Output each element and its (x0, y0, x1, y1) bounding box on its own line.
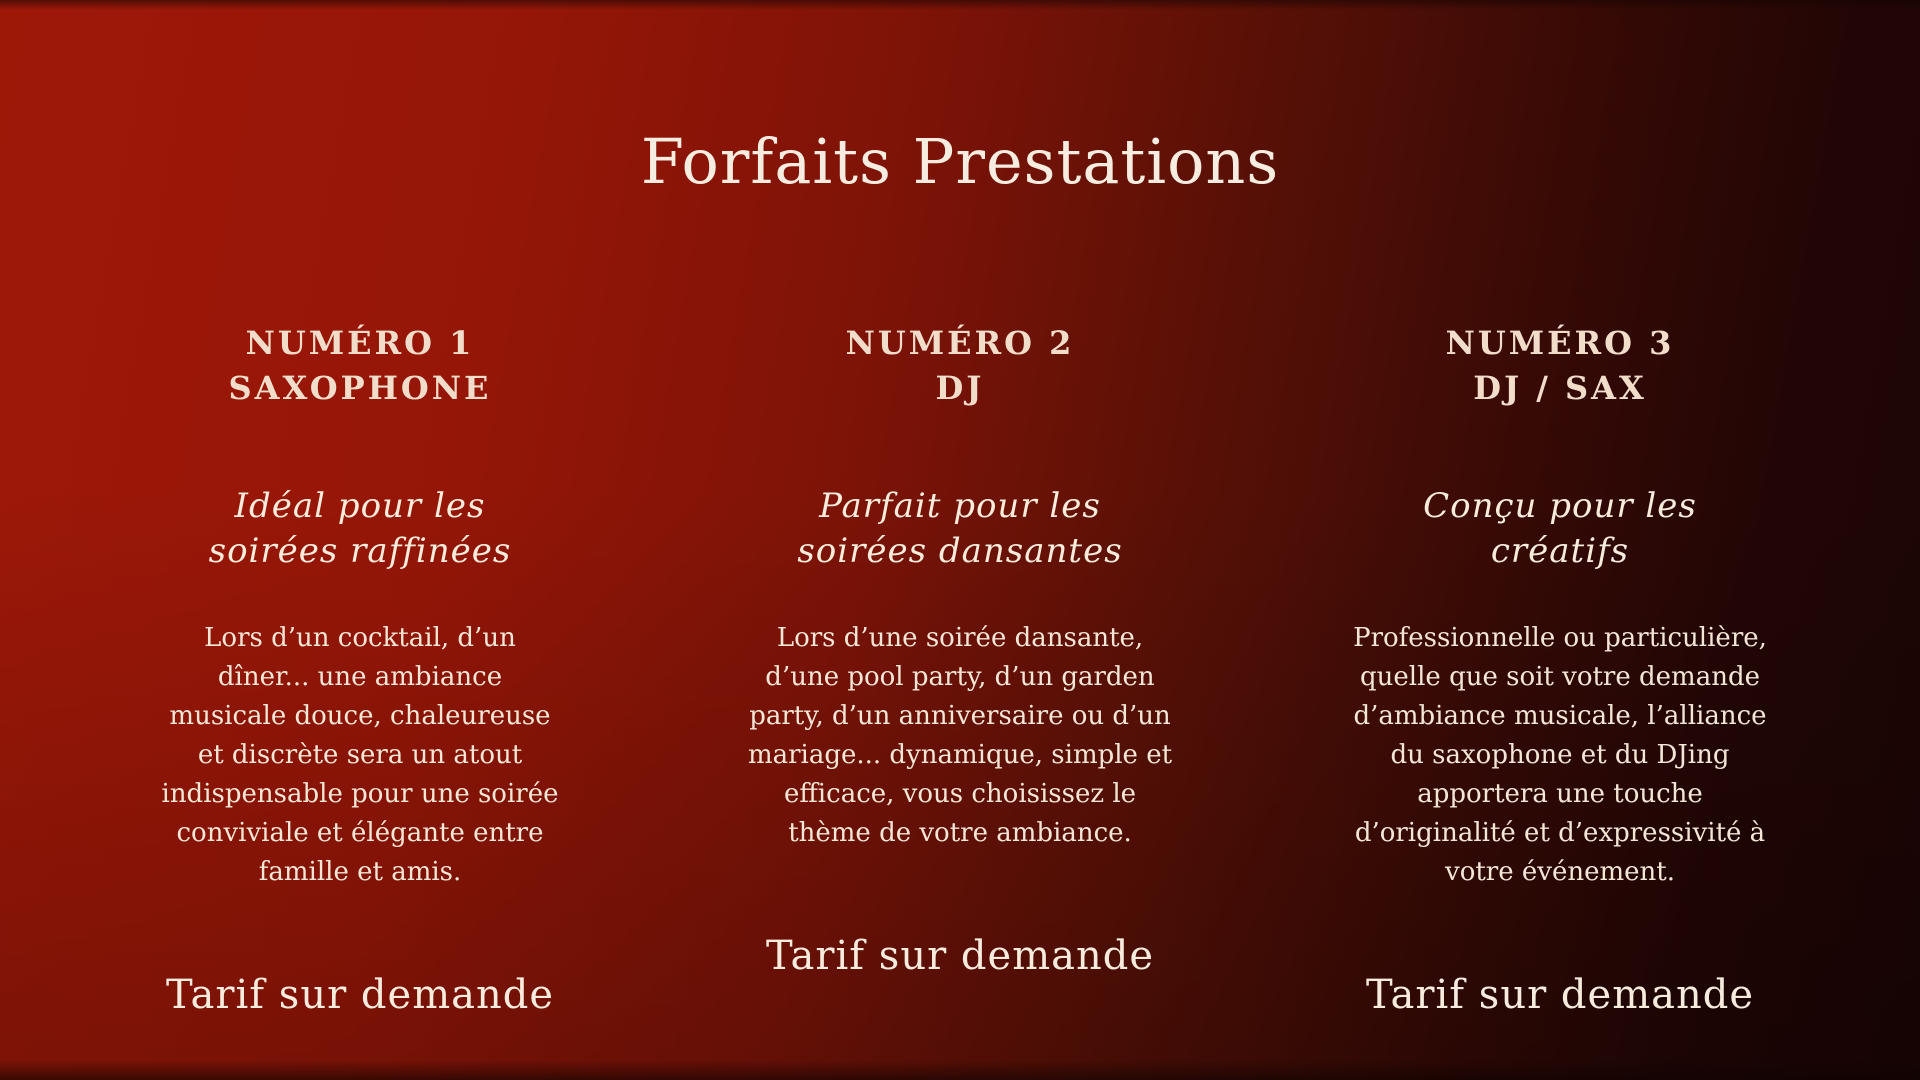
tagline-line: Conçu pour les (1423, 485, 1697, 526)
package-description: Lors d’un cocktail, d’un dîner... une ambiance musicale douce, chaleureuse et discrète sera un atout indispensable pour une soirée conviviale et élégante entre famille et amis. (161, 623, 559, 888)
package-name: DJ (935, 369, 985, 408)
tagline-line: Parfait pour les (819, 485, 1101, 526)
package-dj (724, 295, 1196, 1018)
tagline-line: soirées dansantes (797, 531, 1123, 572)
package-tagline (797, 484, 1122, 576)
package-dj-sax (1324, 295, 1796, 1018)
package-number: NUMÉRO 1 (245, 324, 475, 363)
package-name: SAXOPHONE (228, 369, 492, 408)
package-number: NUMÉRO 2 (845, 324, 1075, 363)
page-title: Forfaits Prestations (640, 124, 1280, 198)
package-price: Tarif sur demande (165, 972, 555, 1019)
tagline-line: Idéal pour les (234, 485, 486, 526)
tagline-line: créatifs (1490, 531, 1630, 572)
package-description: Lors d’une soirée dansante, d’une pool party, d’un garden party, d’un anniversaire ou d’un mariage... dynamique, simple et efficace, vous choisissez le thème de votre ambiance. (747, 623, 1173, 849)
package-saxophone (124, 295, 596, 1018)
package-tagline (209, 484, 512, 576)
package-heading (1446, 321, 1675, 411)
package-heading (229, 321, 492, 411)
package-tagline (1423, 484, 1697, 576)
package-name: DJ / SAX (1473, 369, 1647, 408)
package-number: NUMÉRO 3 (1445, 324, 1675, 363)
package-heading (846, 321, 1075, 411)
package-price: Tarif sur demande (1365, 972, 1755, 1019)
packages-row (0, 295, 1920, 1018)
tagline-line: soirées raffinées (208, 531, 512, 572)
package-price: Tarif sur demande (765, 933, 1155, 980)
package-description: Professionnelle ou particulière, quelle que soit votre demande d’ambiance musicale, l’alliance du saxophone et du DJing apportera une touche d’originalité et d’expressivité à votre événement. (1353, 623, 1767, 888)
